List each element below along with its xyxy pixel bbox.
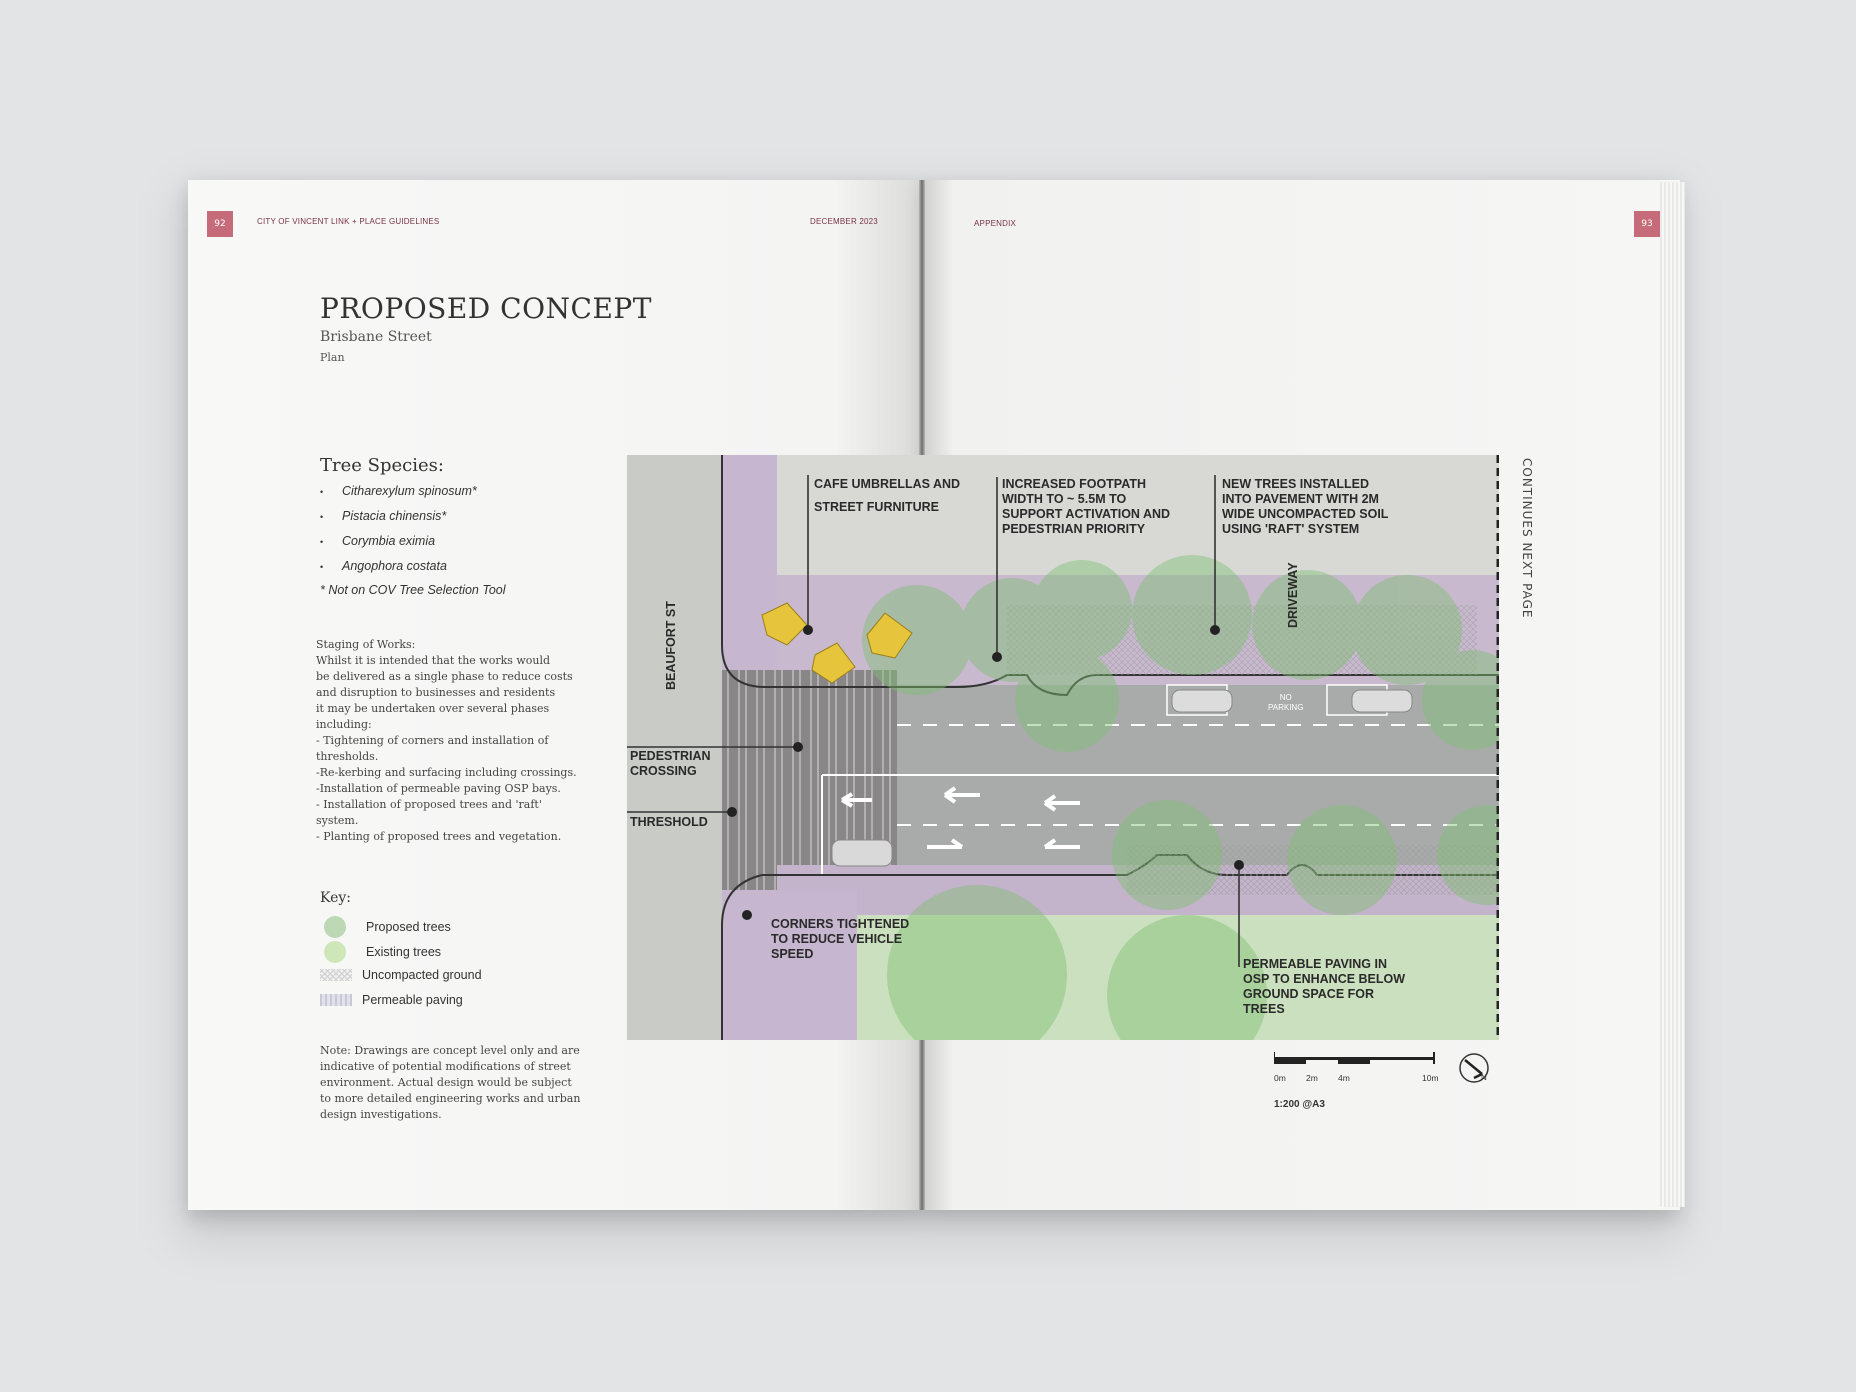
note-line: indicative of potential modifications of street	[320, 1060, 571, 1073]
scale-label: 4m	[1338, 1073, 1350, 1083]
staging-line: -Installation of permeable paving OSP bays.	[316, 782, 561, 795]
drawing-note	[320, 1043, 600, 1123]
tree-species-heading: Tree Species:	[320, 455, 444, 476]
no-parking-marking	[1268, 693, 1303, 713]
callout-cafe	[814, 477, 960, 515]
callout-line: OSP TO ENHANCE BELOW	[1243, 972, 1406, 986]
continues-next-page: CONTINUES NEXT PAGE	[1520, 458, 1534, 619]
callout-line: NEW TREES INSTALLED	[1222, 477, 1369, 491]
key-proposed-trees	[320, 916, 451, 938]
callout-line: PEDESTRIAN PRIORITY	[1002, 522, 1146, 536]
callout-line: TREES	[1243, 1002, 1285, 1016]
driveway-label: DRIVEWAY	[1286, 562, 1300, 628]
callout-line: SPEED	[771, 947, 814, 961]
permeable-swatch	[320, 994, 352, 1006]
page-edges	[1660, 182, 1685, 1207]
street-label-beaufort: BEAUFORT ST	[664, 601, 678, 690]
callout-corners	[771, 917, 909, 962]
callout-line: GROUND SPACE FOR	[1243, 987, 1375, 1001]
staging-line: it may be undertaken over several phases	[316, 702, 550, 715]
callout-line: WIDE UNCOMPACTED SOIL	[1222, 507, 1389, 521]
callout-footpath	[1002, 477, 1170, 537]
callout-line: CORNERS TIGHTENED	[771, 917, 910, 931]
street-plan	[627, 455, 1499, 1040]
callout-line: INTO PAVEMENT WITH 2M	[1222, 492, 1379, 506]
left-running-head: CITY OF VINCENT LINK + PLACE GUIDELINES	[257, 217, 440, 226]
callout-line: TO REDUCE VEHICLE	[771, 932, 903, 946]
north-label: N	[1481, 1073, 1487, 1082]
callout-line: PERMEABLE PAVING IN	[1243, 957, 1387, 971]
staging-line: system.	[316, 814, 359, 827]
callout-line: THRESHOLD	[630, 815, 708, 829]
scale-label: 0m	[1274, 1073, 1286, 1083]
page-title: PROPOSED CONCEPT	[320, 292, 652, 325]
scale-label: 10m	[1422, 1073, 1439, 1083]
right-running-head: APPENDIX	[974, 219, 1017, 228]
staging-of-works	[316, 637, 586, 845]
staging-line: including:	[316, 718, 372, 731]
callout-crossing	[630, 749, 711, 779]
species-item: • Angophora costata	[320, 559, 477, 584]
callout-line: USING 'RAFT' SYSTEM	[1222, 522, 1360, 536]
callout-line: STREET FURNITURE	[814, 500, 939, 514]
scale-bar	[1274, 1052, 1444, 1070]
key-uncompacted-ground	[320, 968, 482, 982]
callout-line: INCREASED FOOTPATH	[1002, 477, 1146, 491]
street-plan-drawing	[627, 455, 1499, 1040]
staging-line: Staging of Works:	[316, 638, 416, 651]
left-page-number: 92	[207, 211, 233, 237]
north-arrow-icon	[1458, 1050, 1494, 1090]
key-label: Proposed trees	[366, 920, 451, 934]
note-line: design investigations.	[320, 1108, 442, 1121]
callout-line: PEDESTRIAN	[630, 749, 711, 763]
staging-line: -Re-kerbing and surfacing including crossings.	[316, 766, 577, 779]
staging-line: thresholds.	[316, 750, 379, 763]
scale-label: 2m	[1306, 1073, 1318, 1083]
key-permeable-paving	[320, 993, 463, 1007]
note-line: Note: Drawings are concept level only and are	[320, 1044, 580, 1057]
callout-threshold	[630, 815, 708, 830]
species-item: • Corymbia eximia	[320, 534, 477, 559]
staging-line: and disruption to businesses and residents	[316, 686, 556, 699]
scale-ratio: 1:200 @A3	[1274, 1099, 1325, 1110]
species-item: • Citharexylum spinosum*	[320, 484, 477, 509]
no-parking-line: PARKING	[1268, 703, 1304, 712]
callout-line: CROSSING	[630, 764, 697, 778]
key-label: Uncompacted ground	[362, 968, 482, 982]
staging-line: - Installation of proposed trees and 'raft'	[316, 798, 542, 811]
species-item: • Pistacia chinensis*	[320, 509, 477, 534]
key-existing-trees	[320, 941, 441, 963]
staging-line: - Tightening of corners and installation of	[316, 734, 549, 747]
note-line: to more detailed engineering works and urban	[320, 1092, 581, 1105]
uncompacted-swatch	[320, 969, 352, 981]
key-label: Permeable paving	[362, 993, 463, 1007]
header-date: DECEMBER 2023	[810, 217, 878, 226]
key-label: Existing trees	[366, 945, 442, 959]
staging-line: - Planting of proposed trees and vegetation.	[316, 830, 562, 843]
callout-line: CAFE UMBRELLAS AND	[814, 477, 961, 491]
tree-species-list	[320, 484, 477, 584]
proposed-tree-swatch	[324, 916, 346, 938]
note-line: environment. Actual design would be subject	[320, 1076, 572, 1089]
page-subsubtitle: Plan	[320, 351, 345, 364]
callout-line: WIDTH TO ~ 5.5M TO	[1002, 492, 1127, 506]
callout-permeable	[1243, 957, 1405, 1017]
existing-tree-swatch	[324, 941, 346, 963]
staging-line: Whilst it is intended that the works would	[316, 654, 551, 667]
species-footnote: * Not on COV Tree Selection Tool	[320, 583, 506, 597]
key-heading: Key:	[320, 890, 351, 906]
page-subtitle: Brisbane Street	[320, 329, 432, 345]
right-page-number: 93	[1634, 211, 1660, 237]
callout-new-trees	[1222, 477, 1388, 537]
callout-line: SUPPORT ACTIVATION AND	[1002, 507, 1171, 521]
no-parking-line: NO	[1279, 693, 1292, 702]
staging-line: be delivered as a single phase to reduce costs	[316, 670, 573, 683]
